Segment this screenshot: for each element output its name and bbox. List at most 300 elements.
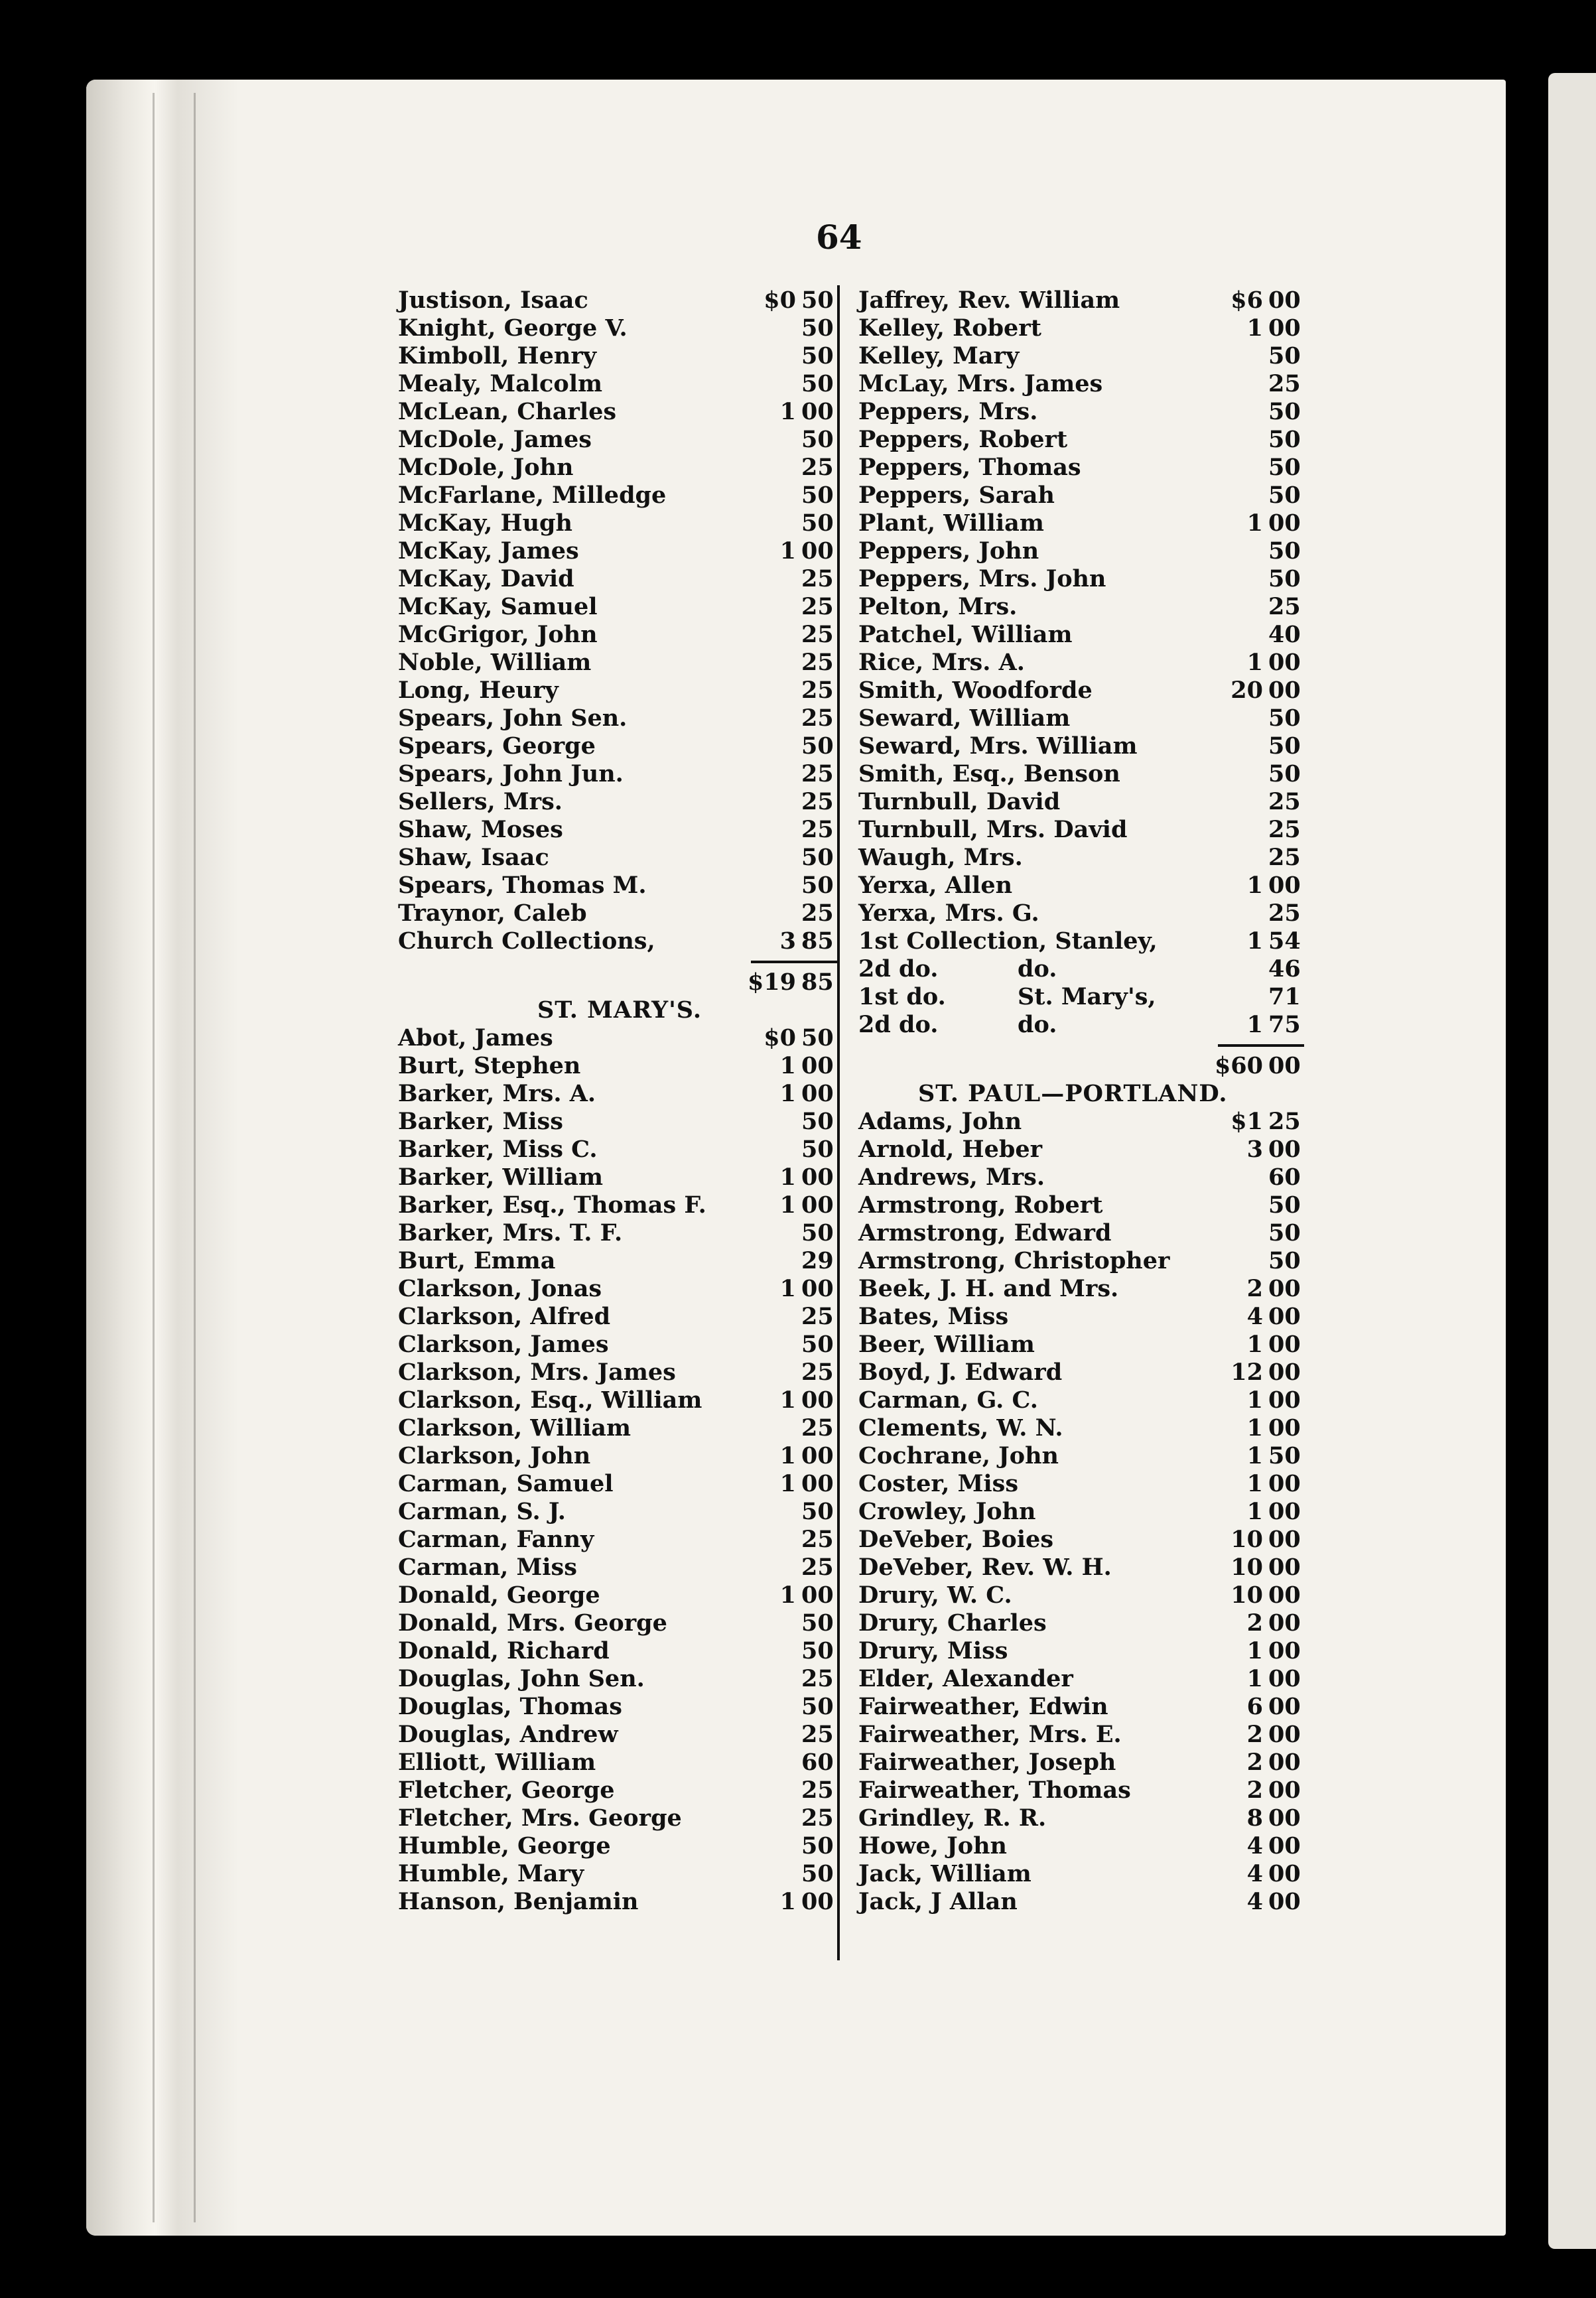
contributor-name: Carman, Miss bbox=[398, 1554, 577, 1581]
entry-row bbox=[398, 1052, 837, 1080]
amount-dollars: 1 bbox=[779, 1164, 796, 1191]
amount-cents: 50 bbox=[1268, 565, 1301, 592]
contributor-name: Carman, G. C. bbox=[858, 1386, 1038, 1414]
amount-cents: 50 bbox=[801, 1832, 834, 1859]
amount-cents: 50 bbox=[1268, 537, 1301, 565]
amount-cents: 00 bbox=[1268, 1804, 1301, 1832]
entry-row bbox=[858, 1721, 1304, 1749]
entry-row bbox=[398, 287, 837, 314]
contributor-name: Clarkson, William bbox=[398, 1414, 631, 1442]
collection-label: 2d do. bbox=[858, 1011, 939, 1038]
entry-row bbox=[858, 565, 1304, 593]
amount-cents: 00 bbox=[1268, 1888, 1301, 1915]
contributor-name: Fairweather, Mrs. E. bbox=[858, 1721, 1122, 1748]
amount-dollars: 2 bbox=[1246, 1721, 1263, 1748]
amount-cents: 00 bbox=[1268, 649, 1301, 676]
amount-dollars: 6 bbox=[1246, 1693, 1263, 1720]
contributor-name: Elliott, William bbox=[398, 1749, 596, 1776]
contributor-name: Crowley, John bbox=[858, 1498, 1036, 1525]
entry-row bbox=[398, 1721, 837, 1749]
amount-cents: 50 bbox=[801, 1860, 834, 1887]
amount-dollars: 1 bbox=[1246, 1011, 1263, 1038]
entry-row bbox=[398, 509, 837, 537]
contributor-name: Donald, Richard bbox=[398, 1637, 610, 1664]
amount-cents: 50 bbox=[801, 482, 834, 509]
contributor-name: Carman, Samuel bbox=[398, 1470, 614, 1497]
entry-row bbox=[858, 1470, 1304, 1498]
amount-cents: 50 bbox=[1268, 1442, 1301, 1469]
contributor-name: Rice, Mrs. A. bbox=[858, 649, 1025, 676]
amount-cents: 00 bbox=[1268, 1693, 1301, 1720]
amount-dollars: $0 bbox=[764, 1024, 796, 1051]
amount-dollars: 1 bbox=[779, 398, 796, 425]
entry-row bbox=[398, 370, 837, 398]
contributor-name: Kelley, Robert bbox=[858, 314, 1041, 342]
contributor-name: Donald, Mrs. George bbox=[398, 1609, 667, 1637]
amount-cents: 50 bbox=[801, 426, 834, 453]
contributor-name: Seward, Mrs. William bbox=[858, 732, 1138, 760]
amount-cents: 00 bbox=[801, 1386, 834, 1414]
contributor-name: Clarkson, John bbox=[398, 1442, 591, 1469]
contributor-name: Mealy, Malcolm bbox=[398, 370, 603, 397]
amount-dollars: 3 bbox=[1246, 1136, 1263, 1163]
amount-dollars: 1 bbox=[779, 1191, 796, 1219]
amount-cents: 25 bbox=[801, 1554, 834, 1581]
contributor-name: McKay, Hugh bbox=[398, 509, 572, 537]
contributor-name: Bates, Miss bbox=[858, 1303, 1009, 1330]
entry-row bbox=[858, 1665, 1304, 1693]
amount-cents: 25 bbox=[801, 565, 834, 592]
amount-cents: 00 bbox=[1268, 1498, 1301, 1525]
entry-row bbox=[858, 1191, 1304, 1219]
amount-cents: 50 bbox=[801, 732, 834, 760]
amount-cents: 00 bbox=[1268, 1777, 1301, 1804]
amount-cents: 50 bbox=[801, 1136, 834, 1163]
amount-cents: 25 bbox=[1268, 370, 1301, 397]
contributor-name: Clements, W. N. bbox=[858, 1414, 1063, 1442]
amount-dollars: 1 bbox=[1246, 927, 1263, 955]
amount-dollars: 2 bbox=[1246, 1749, 1263, 1776]
amount-dollars: 4 bbox=[1246, 1860, 1263, 1887]
entry-row bbox=[858, 454, 1304, 482]
entry-row bbox=[858, 1331, 1304, 1359]
contributor-name: Fairweather, Edwin bbox=[858, 1693, 1108, 1720]
amount-cents: 25 bbox=[801, 705, 834, 732]
amount-cents: 00 bbox=[1268, 1665, 1301, 1692]
entry-row bbox=[858, 621, 1304, 649]
contributor-name: Jack, William bbox=[858, 1860, 1031, 1887]
amount-cents: 50 bbox=[1268, 1247, 1301, 1274]
entry-row bbox=[398, 1303, 837, 1331]
contributor-name: Drury, Miss bbox=[858, 1637, 1008, 1664]
entry-row bbox=[398, 1359, 837, 1386]
entry-row bbox=[398, 537, 837, 565]
entry-row bbox=[398, 649, 837, 677]
contributor-name: Seward, William bbox=[858, 705, 1071, 732]
contributor-name: McKay, David bbox=[398, 565, 574, 592]
entry-row bbox=[858, 760, 1304, 788]
amount-dollars: 1 bbox=[1246, 1637, 1263, 1664]
entry-row bbox=[398, 900, 837, 927]
contributor-name: Clarkson, Alfred bbox=[398, 1303, 611, 1330]
amount-dollars: 20 bbox=[1230, 677, 1263, 704]
amount-cents: 25 bbox=[801, 1721, 834, 1748]
amount-dollars: 4 bbox=[1246, 1832, 1263, 1859]
amount-dollars: 1 bbox=[779, 1386, 796, 1414]
amount-cents: 50 bbox=[1268, 1191, 1301, 1219]
amount-cents: 00 bbox=[1268, 1832, 1301, 1859]
collection-place: do. bbox=[1018, 1011, 1057, 1038]
amount-cents: 00 bbox=[801, 537, 834, 565]
contributor-name: Peppers, Robert bbox=[858, 426, 1068, 453]
entry-row bbox=[858, 677, 1304, 705]
amount-cents: 50 bbox=[801, 872, 834, 899]
contributor-name: Smith, Esq., Benson bbox=[858, 760, 1120, 787]
amount-dollars: 8 bbox=[1246, 1804, 1263, 1832]
contributor-name: Boyd, J. Edward bbox=[858, 1359, 1063, 1386]
entry-row bbox=[398, 1024, 837, 1052]
contributor-name: Kelley, Mary bbox=[858, 342, 1020, 370]
amount-cents: 75 bbox=[1268, 1011, 1301, 1038]
contributor-name: Burt, Emma bbox=[398, 1247, 556, 1274]
entry-row bbox=[398, 1609, 837, 1637]
contributor-name: Traynor, Caleb bbox=[398, 900, 587, 927]
amount-cents: 50 bbox=[801, 314, 834, 342]
entry-row bbox=[858, 705, 1304, 732]
amount-cents: 25 bbox=[1268, 900, 1301, 927]
adjacent-page-edge bbox=[1548, 73, 1596, 2249]
amount-cents: 00 bbox=[1268, 677, 1301, 704]
amount-dollars: $6 bbox=[1230, 287, 1263, 314]
amount-cents: 00 bbox=[801, 398, 834, 425]
entry-row bbox=[398, 1498, 837, 1526]
contributor-name: Burt, Stephen bbox=[398, 1052, 581, 1079]
amount-dollars: 1 bbox=[779, 1275, 796, 1302]
contributor-name: Drury, W. C. bbox=[858, 1582, 1012, 1609]
amount-dollars: 10 bbox=[1230, 1582, 1263, 1609]
section-heading: ST. MARY'S. bbox=[537, 996, 702, 1024]
amount-cents: 00 bbox=[801, 1442, 834, 1469]
entry-row bbox=[398, 1582, 837, 1609]
contributor-name: Clarkson, James bbox=[398, 1331, 609, 1358]
amount-cents: 25 bbox=[1268, 816, 1301, 843]
contributor-name: Clarkson, Mrs. James bbox=[398, 1359, 676, 1386]
amount-cents: 25 bbox=[801, 1414, 834, 1442]
amount-cents: 50 bbox=[1268, 760, 1301, 787]
entry-row bbox=[858, 732, 1304, 760]
entry-row bbox=[858, 1303, 1304, 1331]
contributor-name: Peppers, John bbox=[858, 537, 1039, 565]
entry-row bbox=[398, 314, 837, 342]
amount-cents: 50 bbox=[801, 1637, 834, 1664]
amount-cents: 00 bbox=[801, 1191, 834, 1219]
contributor-name: Arnold, Heber bbox=[858, 1136, 1043, 1163]
amount-cents: 00 bbox=[1268, 1275, 1301, 1302]
amount-dollars: 12 bbox=[1230, 1359, 1263, 1386]
entry-row bbox=[858, 1108, 1304, 1136]
entry-row bbox=[398, 1386, 837, 1414]
amount-cents: 00 bbox=[1268, 1860, 1301, 1887]
contributor-name: Beer, William bbox=[858, 1331, 1035, 1358]
entry-row bbox=[398, 844, 837, 872]
entry-row bbox=[398, 1554, 837, 1582]
entry-row bbox=[858, 398, 1304, 426]
amount-dollars: 1 bbox=[1246, 509, 1263, 537]
contributor-name: Justison, Isaac bbox=[398, 287, 588, 314]
entry-row bbox=[858, 537, 1304, 565]
collection-label: 1st do. bbox=[858, 983, 946, 1010]
contributor-name: Peppers, Mrs. bbox=[858, 398, 1038, 425]
entry-row bbox=[858, 1693, 1304, 1721]
contributor-name: Fletcher, George bbox=[398, 1777, 615, 1804]
amount-dollars: 1 bbox=[779, 1888, 796, 1915]
amount-cents: 60 bbox=[801, 1749, 834, 1776]
entry-row bbox=[398, 426, 837, 454]
amount-dollars: 1 bbox=[1246, 1470, 1263, 1497]
contributor-name: Church Collections, bbox=[398, 927, 655, 955]
amount-cents: 50 bbox=[1268, 732, 1301, 760]
amount-cents: 00 bbox=[1268, 509, 1301, 537]
entry-row bbox=[858, 287, 1304, 314]
contributor-name: Carman, S. J. bbox=[398, 1498, 566, 1525]
amount-cents: 00 bbox=[801, 1052, 834, 1079]
amount-dollars: 3 bbox=[779, 927, 796, 955]
contributor-name: Pelton, Mrs. bbox=[858, 593, 1018, 620]
contributor-name: Beek, J. H. and Mrs. bbox=[858, 1275, 1119, 1302]
contributor-name: McKay, Samuel bbox=[398, 593, 598, 620]
amount-cents: 54 bbox=[1268, 927, 1301, 955]
contributor-name: Donald, George bbox=[398, 1582, 600, 1609]
contributor-name: Kimboll, Henry bbox=[398, 342, 597, 370]
amount-cents: 25 bbox=[801, 677, 834, 704]
contributor-name: McFarlane, Milledge bbox=[398, 482, 667, 509]
contributor-name: Armstrong, Edward bbox=[858, 1219, 1112, 1247]
collection-place: do. bbox=[1018, 955, 1057, 982]
contributor-name: Armstrong, Christopher bbox=[858, 1247, 1170, 1274]
binding-crease bbox=[194, 93, 196, 2222]
contributor-name: Peppers, Mrs. John bbox=[858, 565, 1106, 592]
amount-cents: 00 bbox=[1268, 1609, 1301, 1637]
amount-dollars: 1 bbox=[1246, 314, 1263, 342]
amount-dollars: 1 bbox=[779, 1470, 796, 1497]
total-dollars: $19 bbox=[747, 969, 796, 996]
entry-row bbox=[398, 1331, 837, 1359]
collection-row bbox=[858, 1011, 1304, 1039]
contributor-name: McLean, Charles bbox=[398, 398, 617, 425]
contributor-name: Barker, William bbox=[398, 1164, 604, 1191]
contributor-name: DeVeber, Boies bbox=[858, 1526, 1054, 1553]
amount-cents: 46 bbox=[1268, 955, 1301, 982]
contributor-name: Cochrane, John bbox=[858, 1442, 1059, 1469]
column-divider bbox=[837, 285, 840, 1960]
amount-cents: 00 bbox=[1268, 1470, 1301, 1497]
total-rule bbox=[751, 961, 837, 963]
amount-dollars: 1 bbox=[1246, 1386, 1263, 1414]
amount-cents: 50 bbox=[801, 1024, 834, 1051]
amount-dollars: 10 bbox=[1230, 1554, 1263, 1581]
entry-row bbox=[858, 593, 1304, 621]
total-rule-row bbox=[858, 1039, 1304, 1052]
contributor-name: Barker, Mrs. T. F. bbox=[398, 1219, 623, 1247]
contributor-name: Douglas, Andrew bbox=[398, 1721, 618, 1748]
entry-row bbox=[398, 1108, 837, 1136]
entry-row bbox=[398, 1888, 837, 1916]
entry-row bbox=[858, 1359, 1304, 1386]
entry-row bbox=[858, 1888, 1304, 1916]
amount-cents: 00 bbox=[1268, 1554, 1301, 1581]
entry-row bbox=[398, 705, 837, 732]
entry-row bbox=[398, 788, 837, 816]
contributor-name: Humble, Mary bbox=[398, 1860, 584, 1887]
right-column bbox=[858, 287, 1304, 1916]
total-cents: 00 bbox=[1268, 1052, 1301, 1079]
entry-row bbox=[398, 1442, 837, 1470]
entry-row bbox=[858, 1749, 1304, 1777]
amount-dollars: 1 bbox=[779, 1080, 796, 1107]
entry-row bbox=[398, 1832, 837, 1860]
contributor-name: Hanson, Benjamin bbox=[398, 1888, 639, 1915]
amount-cents: 00 bbox=[1268, 1386, 1301, 1414]
contributor-name: Howe, John bbox=[858, 1832, 1007, 1859]
amount-cents: 00 bbox=[1268, 872, 1301, 899]
amount-cents: 00 bbox=[1268, 1526, 1301, 1553]
contributor-name: Yerxa, Mrs. G. bbox=[858, 900, 1039, 927]
entry-row bbox=[398, 1080, 837, 1108]
amount-cents: 25 bbox=[801, 816, 834, 843]
entry-row bbox=[398, 1136, 837, 1164]
entry-row bbox=[858, 1582, 1304, 1609]
entry-row bbox=[858, 1609, 1304, 1637]
entry-row bbox=[858, 1637, 1304, 1665]
amount-dollars: $1 bbox=[1230, 1108, 1263, 1135]
total-row bbox=[858, 1052, 1304, 1080]
amount-cents: 60 bbox=[1268, 1164, 1301, 1191]
entry-row bbox=[398, 1526, 837, 1554]
entry-row bbox=[858, 1777, 1304, 1804]
amount-cents: 50 bbox=[801, 1331, 834, 1358]
amount-dollars: $0 bbox=[764, 287, 796, 314]
contributor-name: McKay, James bbox=[398, 537, 579, 565]
amount-dollars: 4 bbox=[1246, 1303, 1263, 1330]
entry-row bbox=[398, 1414, 837, 1442]
amount-dollars: 1 bbox=[1246, 1331, 1263, 1358]
collection-row bbox=[858, 983, 1304, 1011]
amount-dollars: 1 bbox=[1246, 1414, 1263, 1442]
amount-cents: 25 bbox=[801, 1303, 834, 1330]
amount-dollars: 4 bbox=[1246, 1888, 1263, 1915]
entry-row bbox=[858, 1136, 1304, 1164]
contributor-name: Fairweather, Joseph bbox=[858, 1749, 1116, 1776]
entry-row bbox=[858, 649, 1304, 677]
entry-row bbox=[858, 844, 1304, 872]
entry-row bbox=[398, 1749, 837, 1777]
page-number: 64 bbox=[816, 218, 862, 257]
amount-cents: 25 bbox=[801, 1359, 834, 1386]
collection-row bbox=[858, 955, 1304, 983]
contributor-name: Knight, George V. bbox=[398, 314, 628, 342]
contributor-name: Carman, Fanny bbox=[398, 1526, 594, 1553]
entry-row bbox=[398, 1777, 837, 1804]
entry-row bbox=[398, 1191, 837, 1219]
amount-cents: 00 bbox=[801, 1275, 834, 1302]
amount-cents: 00 bbox=[1268, 1582, 1301, 1609]
contributor-name: Shaw, Moses bbox=[398, 816, 563, 843]
amount-cents: 25 bbox=[1268, 788, 1301, 815]
contributor-name: Jack, J Allan bbox=[858, 1888, 1018, 1915]
entry-row bbox=[858, 872, 1304, 900]
amount-cents: 29 bbox=[801, 1247, 834, 1274]
total-dollars: $60 bbox=[1214, 1052, 1263, 1079]
collection-label: 2d do. bbox=[858, 955, 939, 982]
total-cents: 85 bbox=[801, 969, 834, 996]
entry-row bbox=[858, 1219, 1304, 1247]
entry-row bbox=[858, 1247, 1304, 1275]
entry-row bbox=[858, 482, 1304, 509]
amount-cents: 25 bbox=[801, 900, 834, 927]
amount-cents: 50 bbox=[1268, 705, 1301, 732]
amount-cents: 50 bbox=[1268, 342, 1301, 370]
contributor-name: Sellers, Mrs. bbox=[398, 788, 563, 815]
contributor-name: Douglas, Thomas bbox=[398, 1693, 622, 1720]
entry-row bbox=[858, 426, 1304, 454]
amount-cents: 00 bbox=[801, 1888, 834, 1915]
amount-cents: 00 bbox=[1268, 1136, 1301, 1163]
contributor-name: Plant, William bbox=[858, 509, 1044, 537]
contributor-name: Fairweather, Thomas bbox=[858, 1777, 1131, 1804]
amount-cents: 50 bbox=[801, 342, 834, 370]
amount-cents: 25 bbox=[801, 621, 834, 648]
amount-dollars: 2 bbox=[1246, 1275, 1263, 1302]
contributor-name: Coster, Miss bbox=[858, 1470, 1019, 1497]
amount-cents: 25 bbox=[801, 1526, 834, 1553]
amount-cents: 00 bbox=[1268, 287, 1301, 314]
entry-row bbox=[858, 1832, 1304, 1860]
entry-row bbox=[398, 760, 837, 788]
contributor-name: Jaffrey, Rev. William bbox=[858, 287, 1120, 314]
amount-cents: 50 bbox=[1268, 398, 1301, 425]
entry-row bbox=[398, 1860, 837, 1888]
collection-label: 1st Collection, Stanley, bbox=[858, 927, 1158, 955]
amount-dollars: 2 bbox=[1246, 1777, 1263, 1804]
entry-row bbox=[858, 314, 1304, 342]
entry-row bbox=[858, 788, 1304, 816]
contributor-name: McDole, James bbox=[398, 426, 592, 453]
amount-cents: 25 bbox=[801, 760, 834, 787]
contributor-name: Turnbull, Mrs. David bbox=[858, 816, 1128, 843]
amount-cents: 50 bbox=[801, 1498, 834, 1525]
contributor-name: Barker, Miss bbox=[398, 1108, 563, 1135]
contributor-name: Barker, Esq., Thomas F. bbox=[398, 1191, 706, 1219]
entry-row bbox=[398, 677, 837, 705]
section-heading: ST. PAUL—PORTLAND. bbox=[918, 1080, 1228, 1107]
entry-row bbox=[398, 1693, 837, 1721]
amount-cents: 50 bbox=[801, 1693, 834, 1720]
amount-dollars: 1 bbox=[1246, 872, 1263, 899]
total-rule-row bbox=[398, 955, 837, 969]
entry-row bbox=[398, 1637, 837, 1665]
entry-row bbox=[858, 370, 1304, 398]
entry-row bbox=[398, 732, 837, 760]
entry-row bbox=[398, 342, 837, 370]
amount-cents: 25 bbox=[1268, 593, 1301, 620]
entry-row bbox=[858, 1275, 1304, 1303]
contributor-name: Elder, Alexander bbox=[858, 1665, 1073, 1692]
entry-row bbox=[398, 1470, 837, 1498]
amount-cents: 50 bbox=[801, 1108, 834, 1135]
entry-row bbox=[858, 509, 1304, 537]
entry-row bbox=[858, 1804, 1304, 1832]
contributor-name: Barker, Miss C. bbox=[398, 1136, 598, 1163]
